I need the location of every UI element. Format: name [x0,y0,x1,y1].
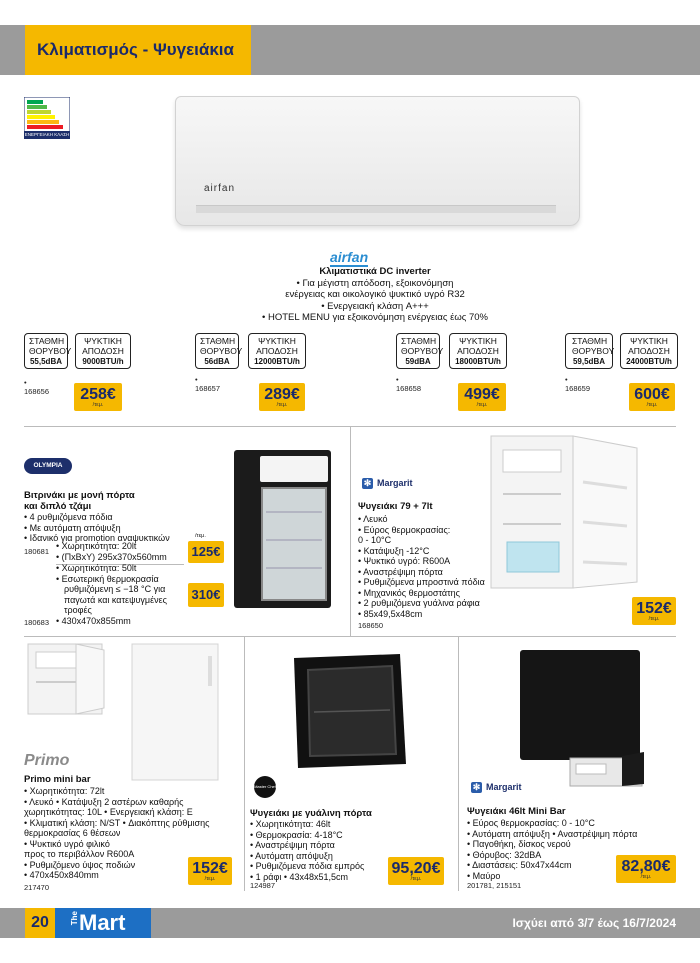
feature-line: • Με αυτόματη απόψυξη [24,522,121,533]
ac-line: • Ενεργειακή κλάση A+++ [321,300,429,312]
ac-vent [196,205,556,213]
product-code: 217470 [24,883,50,892]
price-value: 152€ [636,600,672,617]
feature-line: • Εσωτερική θερμοκρασία [56,573,159,584]
olympia-logo: OLYMPIA [24,458,72,474]
price-unit: /τεμ. [648,616,660,622]
product-features [467,818,637,881]
feature-line: • Κλιματική κλάση: N/ST • Διακόπτης ρύθμισης [24,817,210,828]
feature-line: • Εύρος θερμοκρασίας: [358,524,451,535]
product-title: Ψυγειάκι 46lt Mini Bar [467,806,566,817]
noise-value: 59,5dBA [572,357,605,366]
product-code: 124987 [250,881,276,890]
price-value: 289€ [264,386,300,403]
minibar-image [512,648,652,788]
divider [350,426,351,636]
price-tag [259,383,305,411]
cooling-label: ΨΥΚΤΙΚΗ ΑΠΟΔΟΣΗ [82,336,124,356]
feature-line: • 85x49,5x48cm [358,608,423,619]
energy-label-text: ΕΝΕΡΓΕΙΑΚΗ ΚΛΑΣΗ [24,132,70,137]
feature-line: • Λευκό • Κατάψυξη 2 αστέρων καθαρής [24,796,184,807]
cooling-value: 24000BTU/h [626,357,672,366]
noise-spec [565,333,613,369]
feature-line: • Παγοθήκη, δίσκος νερού [467,839,571,849]
noise-label: ΣΤΑΘΜΗ ΘΟΡΥΒΟΥ [200,336,243,356]
price-unit: /τεμ. [640,874,652,880]
feature-line: • Ρυθμιζόμενα μπροστινά πόδια [358,577,485,587]
feature-line: • Θερμοκρασία: 4-18°C [250,829,343,840]
olympia-title-line: Βιτρινάκι με μονή πόρτα [24,490,135,501]
price-tag [629,383,675,411]
price-tag [74,383,122,411]
ac-line: • Για μέγιστη απόδοση, εξοικονόμηση [296,277,454,289]
product-code: 180683 [24,618,50,627]
feature-line: • Χωρητικότητα: 20lt [56,541,137,551]
feature-line: • Αυτόματη απόψυξη • Αναστρέψιμη πόρτα [467,828,638,839]
feature-line: • Θόρυβος: 32dBA [467,849,542,860]
product-code: • 168656 [24,378,50,396]
cooling-label: ΨΥΚΤΙΚΗ ΑΠΟΔΟΣΗ [628,336,670,356]
feature-line: • Εύρος θερμοκρασίας: 0 - 10°C [467,818,595,828]
feature-line: • Ψυκτικό υγρό φιλικό [24,838,110,849]
margarit-logo [471,782,522,793]
feature-line: • Αυτόματη απόψυξη [250,850,333,861]
energy-label-icon [24,97,70,139]
product-code: 168650 [358,621,384,630]
product-title: Primo mini bar [24,774,91,785]
feature-line: • Ψυκτικό υγρό: R600A [358,556,451,566]
margarit-logo [362,478,413,489]
feature-line: • Μηχανικός θερμοστάτης [358,587,460,598]
cooling-spec [75,333,131,369]
margarit-icon: ✻ [472,782,481,793]
primo-logo: Primo [24,752,70,769]
product-code: • 168659 [565,375,591,393]
price-tag [388,857,444,885]
price-tag [632,597,676,625]
product-code: 201781, 215151 [467,881,522,890]
master-chef-badge: Master Chef [254,776,276,798]
feature-line: • Αναστρέψιμη πόρτα [358,566,443,577]
feature-line: • Κατάψυξη -12°C [358,545,430,556]
ac-unit-logo: airfan [204,183,236,194]
price-tag: 310€ [188,583,224,607]
noise-value: 59dBA [405,357,431,366]
price-tag [616,855,676,883]
price-value: 600€ [634,386,670,403]
feature-line: • Ιδανικό για promotion αναψυκτικών [24,533,170,543]
divider [244,636,245,891]
white-fridge-image [487,432,647,592]
product-features [250,819,364,882]
noise-spec [24,333,72,369]
cooling-value: 9000BTU/h [82,357,124,366]
price-unit: /τεμ. [410,876,422,882]
feature-line: παγωτά και κατεψυγμένες [64,594,167,605]
price-value: 499€ [464,386,500,403]
cooling-label: ΨΥΚΤΙΚΗ ΑΠΟΔΟΣΗ [256,336,298,356]
feature-line: • Ρυθμιζόμενα πόδια εμπρός [250,861,365,871]
feature-line: ρυθμιζόμενη ≤ −18 °C για [64,584,166,594]
price-unit: /τεμ. [476,402,488,408]
divider [24,636,676,637]
feature-line: • 2 ρυθμιζόμενα γυάλινα ράφια [358,598,480,608]
validity-text: Ισχύει από 3/7 έως 16/7/2024 [512,916,676,930]
olympia-title-line: και διπλό τζάμι [24,501,92,512]
olympia-variant-2 [56,563,167,626]
noise-spec [396,333,444,369]
feature-line: • Χωρητικότητα: 46lt [250,819,331,829]
cooling-value: 12000BTU/h [254,357,300,366]
price-value: 95,20€ [391,860,441,877]
noise-label: ΣΤΑΘΜΗ ΘΟΡΥΒΟΥ [401,336,444,356]
price-value: 152€ [192,860,228,877]
noise-label: ΣΤΑΘΜΗ ΘΟΡΥΒΟΥ [572,336,615,356]
unit-label: /τεμ. [195,533,206,539]
glass-fridge-image [288,652,410,772]
product-code: • 168657 [195,375,221,393]
noise-spec [195,333,243,369]
feature-line: • Λευκό [358,514,388,524]
page-title: Κλιματισμός - Ψυγειάκια [25,25,251,75]
feature-line: προς το περιβάλλον R600A [24,849,135,859]
olympia-title [24,490,135,512]
logo-mart: Mart [79,910,126,935]
cooling-spec [620,333,678,369]
ac-title: Κλιματιστικά DC inverter [319,266,431,277]
product-title: Ψυγειάκι με γυάλινη πόρτα [250,808,372,819]
feature-line: • Χωρητικότητα: 72lt [24,786,105,796]
margarit-brand: Margarit [377,478,413,488]
cooling-spec [248,333,306,369]
the-mart-logo [55,908,151,938]
product-title: Ψυγειάκι 79 + 7lt [358,501,433,512]
product-features [24,786,209,881]
feature-line: χωρητικότητας: 10L • Ενεργειακή κλάση: E [24,807,193,817]
logo-the: The [70,911,79,926]
noise-value: 56dBA [204,357,230,366]
noise-value: 55,5dBA [29,357,62,366]
feature-line: • Διαστάσεις: 50x47x44cm [467,860,572,870]
feature-line: • Μαύρο [467,870,501,881]
price-unit: /τεμ. [204,876,216,882]
feature-line: • 1 ράφι • 43x48x51,5cm [250,871,349,882]
feature-line: τροφές [64,605,92,615]
noise-label: ΣΤΑΘΜΗ ΘΟΡΥΒΟΥ [29,336,72,356]
feature-line: • 4 ρυθμιζόμενα πόδια [24,512,113,522]
price-value: 258€ [80,386,116,403]
price-tag [458,383,506,411]
margarit-brand: Margarit [486,782,522,792]
feature-line: • Χωρητικότητα: 50lt [56,563,137,573]
feature-line: θερμοκρασίας 6 θέσεων [24,828,121,838]
display-fridge-image [232,450,335,610]
feature-line: • 430x470x855mm [56,615,131,626]
product-code: 180681 [24,547,50,556]
airfan-logo: airfan [330,249,369,265]
price-unit: /τεμ. [646,402,658,408]
cooling-label: ΨΥΚΤΙΚΗ ΑΠΟΔΟΣΗ [457,336,499,356]
cooling-value: 18000BTU/h [455,357,501,366]
page-number: 20 [25,908,55,938]
feature-line: • 470x450x840mm [24,870,99,880]
olympia-variant-1 [56,541,167,562]
olympia-features [24,512,170,544]
ac-line: ενέργειας και οικολογικό ψυκτικό υγρό R32 [285,289,465,300]
feature-line: • Ρυθμιζόμενο ύψος ποδιών [24,859,136,870]
feature-line: • (ΠxΒxΥ) 295x370x560mm [56,551,167,562]
divider [458,636,459,891]
ac-unit-image [175,96,580,226]
cooling-spec [449,333,507,369]
product-code: • 168658 [396,375,422,393]
price-unit: /τεμ. [92,402,104,408]
ac-line: • HOTEL MENU για εξοικονόμηση ενέργειας έως 70% [262,312,488,323]
price-tag [188,857,232,885]
product-features [358,514,485,619]
feature-line: • Αναστρέψιμη πόρτα [250,840,335,850]
price-unit: /τεμ. [276,402,288,408]
price-tag: 125€ [188,541,224,563]
price-value: 82,80€ [621,858,671,875]
ac-description [195,266,555,324]
margarit-icon: ✻ [363,478,372,489]
feature-line: 0 - 10°C [358,535,392,545]
